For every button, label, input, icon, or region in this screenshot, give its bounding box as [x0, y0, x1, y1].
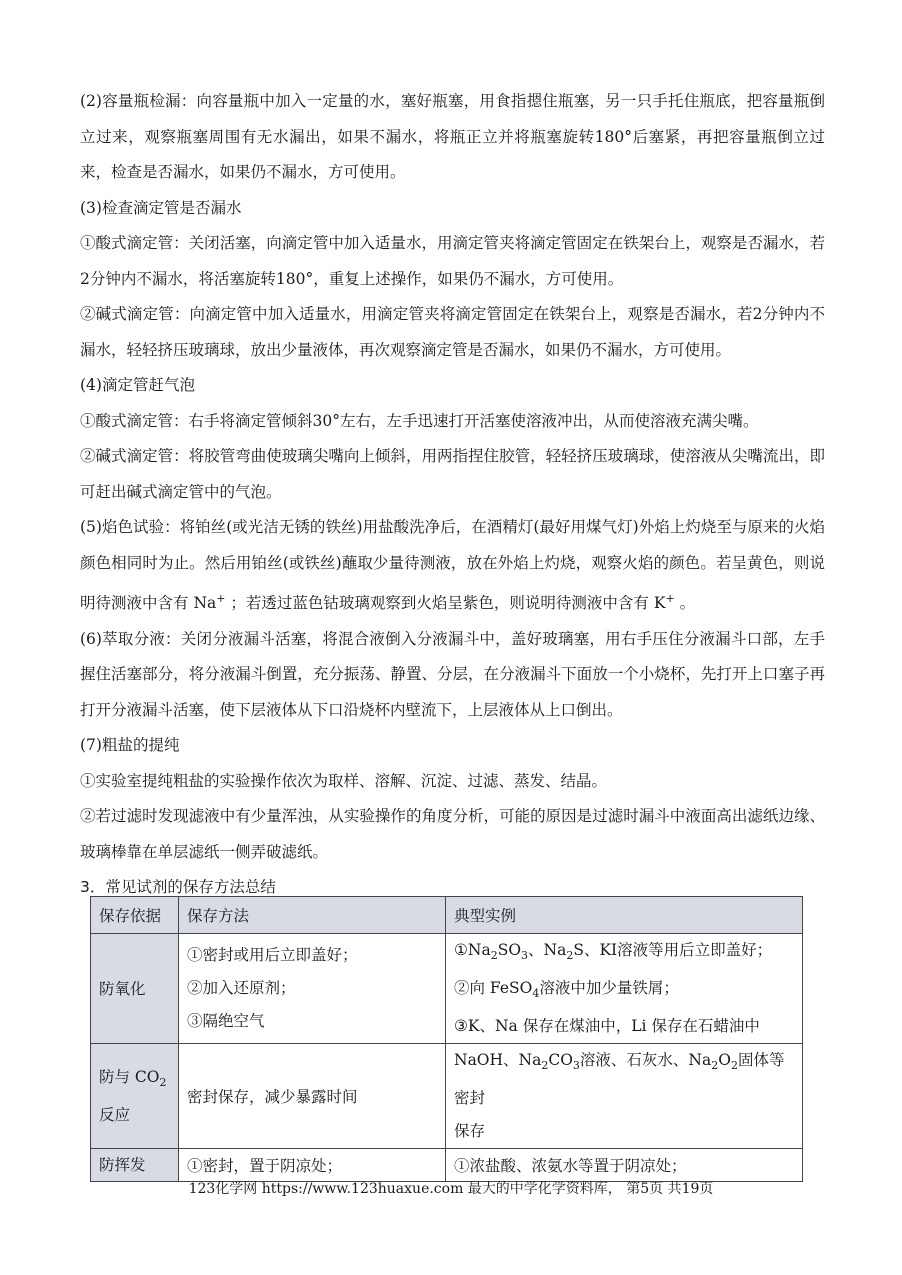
paragraph-extraction: (6)萃取分液：关闭分液漏斗活塞，将混合液倒入分液漏斗中，盖好玻璃塞，用右手压住分液漏斗口部，左手握住活塞部分，将分液漏斗倒置，充分振荡、静置、分层，在分液漏斗下面放一个小烧杯，先打开上口塞子再打开分液漏斗活塞，使下层液体从下口沿烧杯内壁流下，上层液体从上口倒出。: [80, 629, 825, 719]
paragraph-base-burette-leak: ②碱式滴定管：向滴定管中加入适量水，用滴定管夹将滴定管固定在铁架台上，观察是否漏水，若2分钟内不漏水，轻轻挤压玻璃球，放出少量液体，再次观察滴定管是否漏水，如果仍不漏水，方可使用。: [80, 305, 825, 359]
paragraph-salt-steps: ①实验室提纯粗盐的实验操作依次为取样、溶解、沉淀、过滤、蒸发、结晶。: [80, 771, 608, 790]
header-basis: 保存依据: [91, 897, 179, 934]
heading-salt-purification: (7)粗盐的提纯: [80, 736, 180, 755]
heading-burette-leak-check: (3)检查滴定管是否漏水: [80, 198, 242, 217]
table-row: [91, 1044, 803, 1149]
section-title-reagent-storage: 3．常见试剂的保存方法总结: [80, 878, 276, 897]
method-cell: ①密封，置于阴凉处；: [179, 1149, 446, 1182]
page-footer: 123化学网 https://www.123huaxue.com 最大的中学化学资料库， 第5页 共19页: [188, 1181, 714, 1197]
basis-cell: 防与 $CO_2$ 反应: [91, 1044, 179, 1149]
example-cell: ①浓盐酸、浓氨水等置于阴凉处；: [446, 1149, 803, 1182]
header-example: 典型实例: [446, 897, 803, 934]
method-cell: 密封保存，减少暴露时间: [179, 1044, 446, 1149]
method-cell: ①密封或用后立即盖好； ②加入还原剂； ③隔绝空气: [179, 934, 446, 1044]
paragraph-acid-burette-leak: ①酸式滴定管：关闭活塞，向滴定管中加入适量水，用滴定管夹将滴定管固定在铁架台上，观察是否漏水，若2分钟内不漏水，将活塞旋转180°，重复上述操作，如果仍不漏水，方可使用。: [80, 234, 825, 288]
sodium-ion: Na+: [193, 592, 226, 613]
table-header-row: [91, 897, 803, 934]
paragraph-volumetric-flask-leak-check: (2)容量瓶检漏：向容量瓶中加入一定量的水，塞好瓶塞，用食指摁住瓶塞，另一只手托住瓶底，把容量瓶倒立过来，观察瓶塞周围有无水漏出，如果不漏水，将瓶正立并将瓶塞旋转180°后塞紧，再把容量瓶倒立过来，检查是否漏水，如果仍不漏水，方可使用。: [80, 92, 825, 181]
paragraph-base-burette-bubbles: ②碱式滴定管：将胶管弯曲使玻璃尖嘴向上倾斜，用两指捏住胶管，轻轻挤压玻璃球，使溶液从尖嘴流出，即可赶出碱式滴定管中的气泡。: [80, 447, 825, 501]
paragraph-flame-test: (5)焰色试验：将铂丝(或光洁无锈的铁丝)用盐酸洗净后，在酒精灯(最好用煤气灯)外焰上灼烧至与原来的火焰颜色相同时为止。然后用铂丝(或铁丝)蘸取少量待测液，放在外焰上灼烧，观察火焰的颜色。若呈黄色，则说明待测液中含有 Na+ ；若透过蓝色钴玻璃观察到火焰呈紫色，则说明待测液中含有 K+ 。: [80, 518, 825, 613]
basis-cell: 防氧化: [91, 934, 179, 1044]
header-method: 保存方法: [179, 897, 446, 934]
potassium-ion: K+: [653, 592, 675, 613]
example-cell: $①Na_2SO_3$、$Na_2S$、KI溶液等用后立即盖好； ②向 FeSO$_4$溶液中加少量铁屑； ③K、Na 保存在煤油中，Li 保存在石蜡油中: [446, 934, 803, 1044]
basis-cell: 防挥发: [91, 1149, 179, 1182]
paragraph-salt-filtration: ②若过滤时发现滤液中有少量浑浊，从实验操作的角度分析，可能的原因是过滤时漏斗中液面高出滤纸边缘、玻璃棒靠在单层滤纸一侧弄破滤纸。: [80, 807, 825, 861]
table-row: [91, 934, 803, 1044]
table-row: [91, 1149, 803, 1182]
heading-burette-bubbles: (4)滴定管赶气泡: [80, 376, 195, 394]
paragraph-acid-burette-bubbles: ①酸式滴定管：右手将滴定管倾斜30°左右，左手迅速打开活塞使溶液冲出，从而使溶液充满尖嘴。: [80, 411, 759, 430]
example-cell: NaOH、$Na_2CO_3$溶液、石灰水、$Na_2O_2$固体等密封 保存: [446, 1044, 803, 1149]
document-body: [80, 84, 825, 906]
reagent-storage-table: [90, 896, 803, 1182]
